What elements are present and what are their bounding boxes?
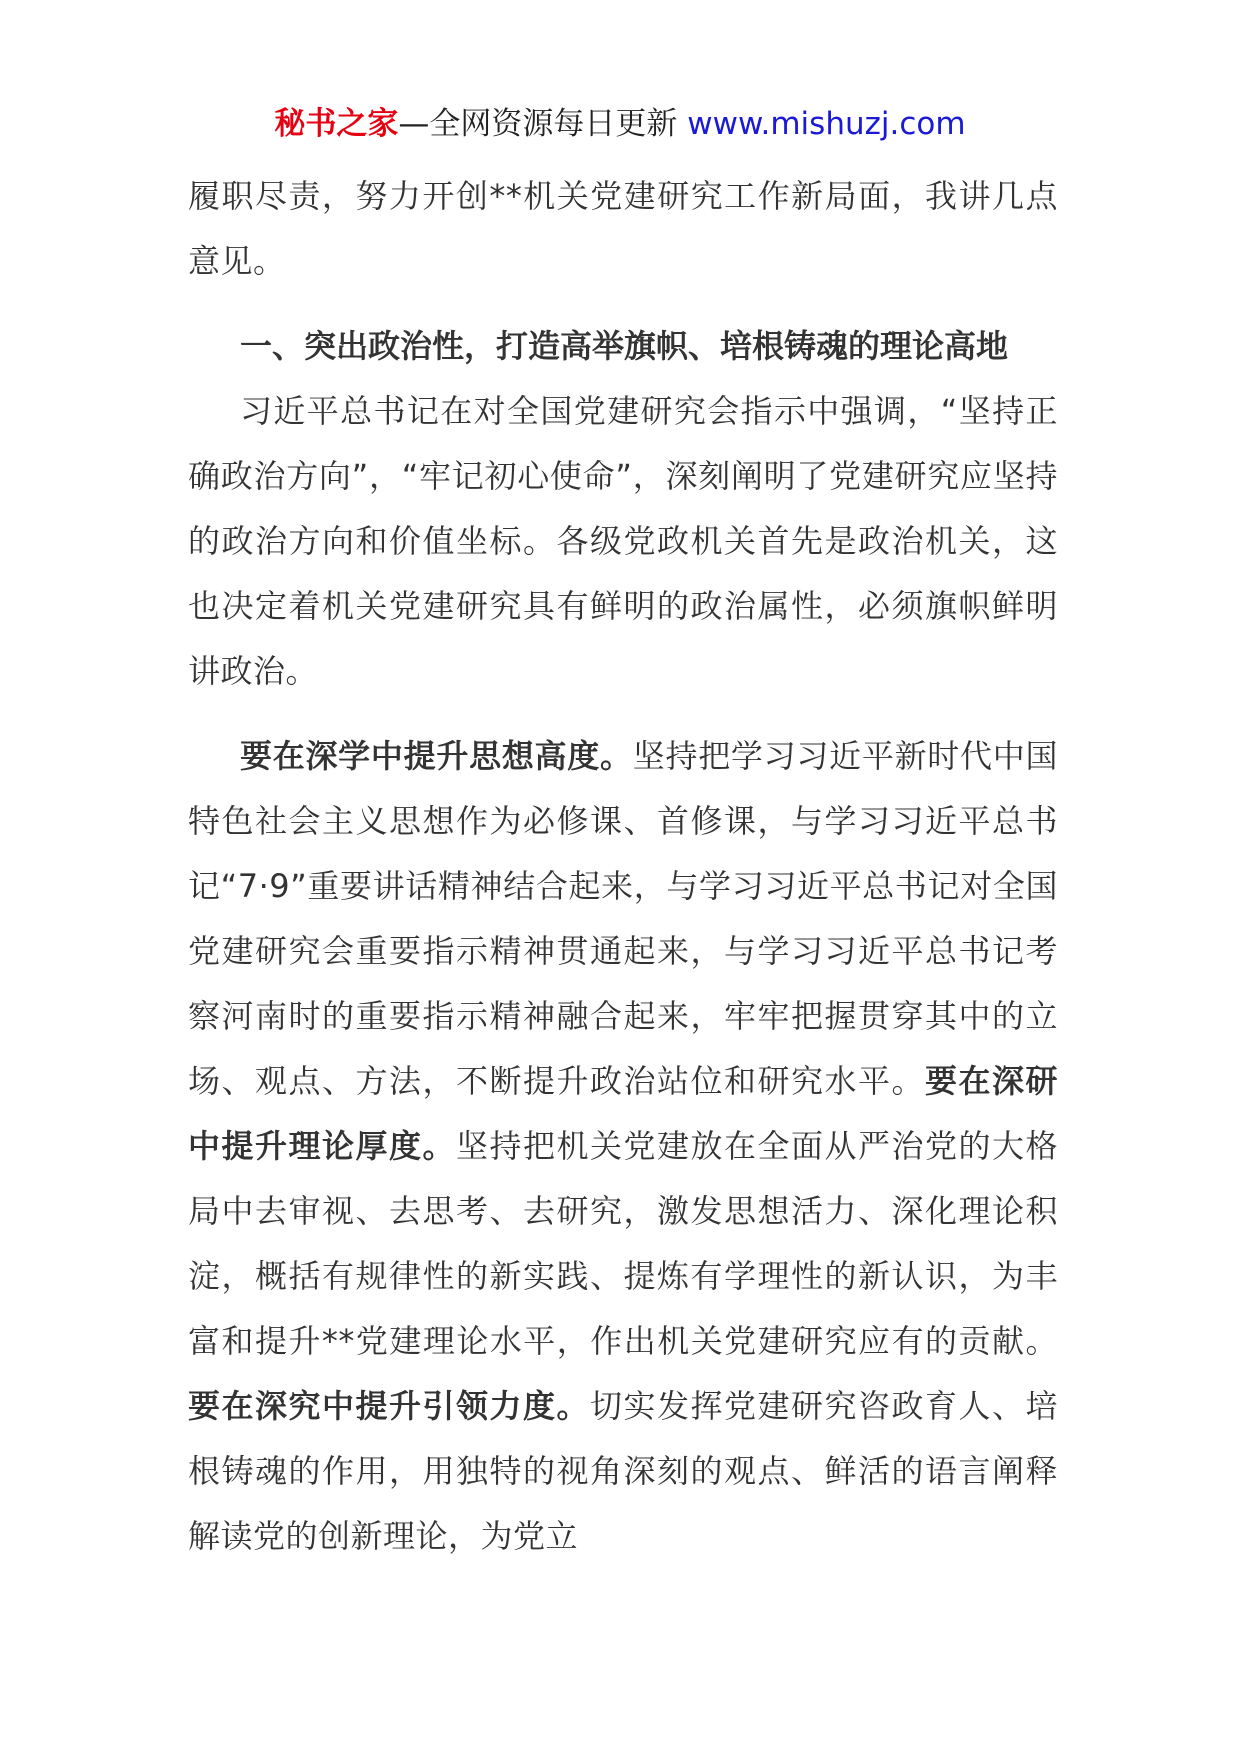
quote-paragraph: 习近平总书记在对全国党建研究会指示中强调，“坚持正确政治方向”，“牢记初心使命”，深刻阐明了党建研究应坚持的政治方向和价值坐标。各级党政机关首先是政治机关，这也决定着机关党建研究具有鲜明的政治属性，必须旗帜鲜明讲政治。: [188, 392, 1058, 690]
point-3-title: 要在深究中提升引领力度。: [188, 1387, 590, 1425]
points-paragraph: [188, 724, 1058, 1569]
point-2-title: 要在深研中提升理论厚度。: [188, 1062, 1058, 1165]
brand-name: 秘书之家: [274, 106, 399, 142]
point-1-title: 要在深学中提升思想高度。: [240, 737, 633, 775]
point-1-text: 坚持把学习习近平新时代中国特色社会主义思想作为必修课、首修课，与学习习近平总书记“7·9”重要讲话精神结合起来，与学习习近平总书记对全国党建研究会重要指示精神贯通起来，与学习习近平总书记考察河南时的重要指示精神融合起来，牢牢把握贯穿其中的立场、观点、方法，不断提升政治站位和研究水平。: [188, 737, 1058, 1100]
section-heading: 一、突出政治性，打造高举旗帜、培根铸魂的理论高地: [240, 327, 1009, 365]
document-header: [0, 104, 1240, 144]
point-2-text: 坚持把机关党建放在全面从严治党的大格局中去审视、去思考、去研究，激发思想活力、深化理论积淀，概括有规律性的新实践、提炼有学理性的新认识，为丰富和提升**党建理论水平，作出机关党建研究应有的贡献。: [188, 1127, 1058, 1360]
header-slogan: —全网资源每日更新: [398, 106, 678, 142]
point-3-text: 切实发挥党建研究咨政育人、培根铸魂的作用，用独特的视角深刻的观点、鲜活的语言阐释解读党的创新理论，为党立: [188, 1387, 1058, 1555]
intro-paragraph: 履职尽责，努力开创**机关党建研究工作新局面，我讲几点意见。: [188, 177, 1058, 280]
website-link[interactable]: www.mishuzj.com: [687, 106, 966, 142]
document-body: [188, 164, 1058, 1569]
